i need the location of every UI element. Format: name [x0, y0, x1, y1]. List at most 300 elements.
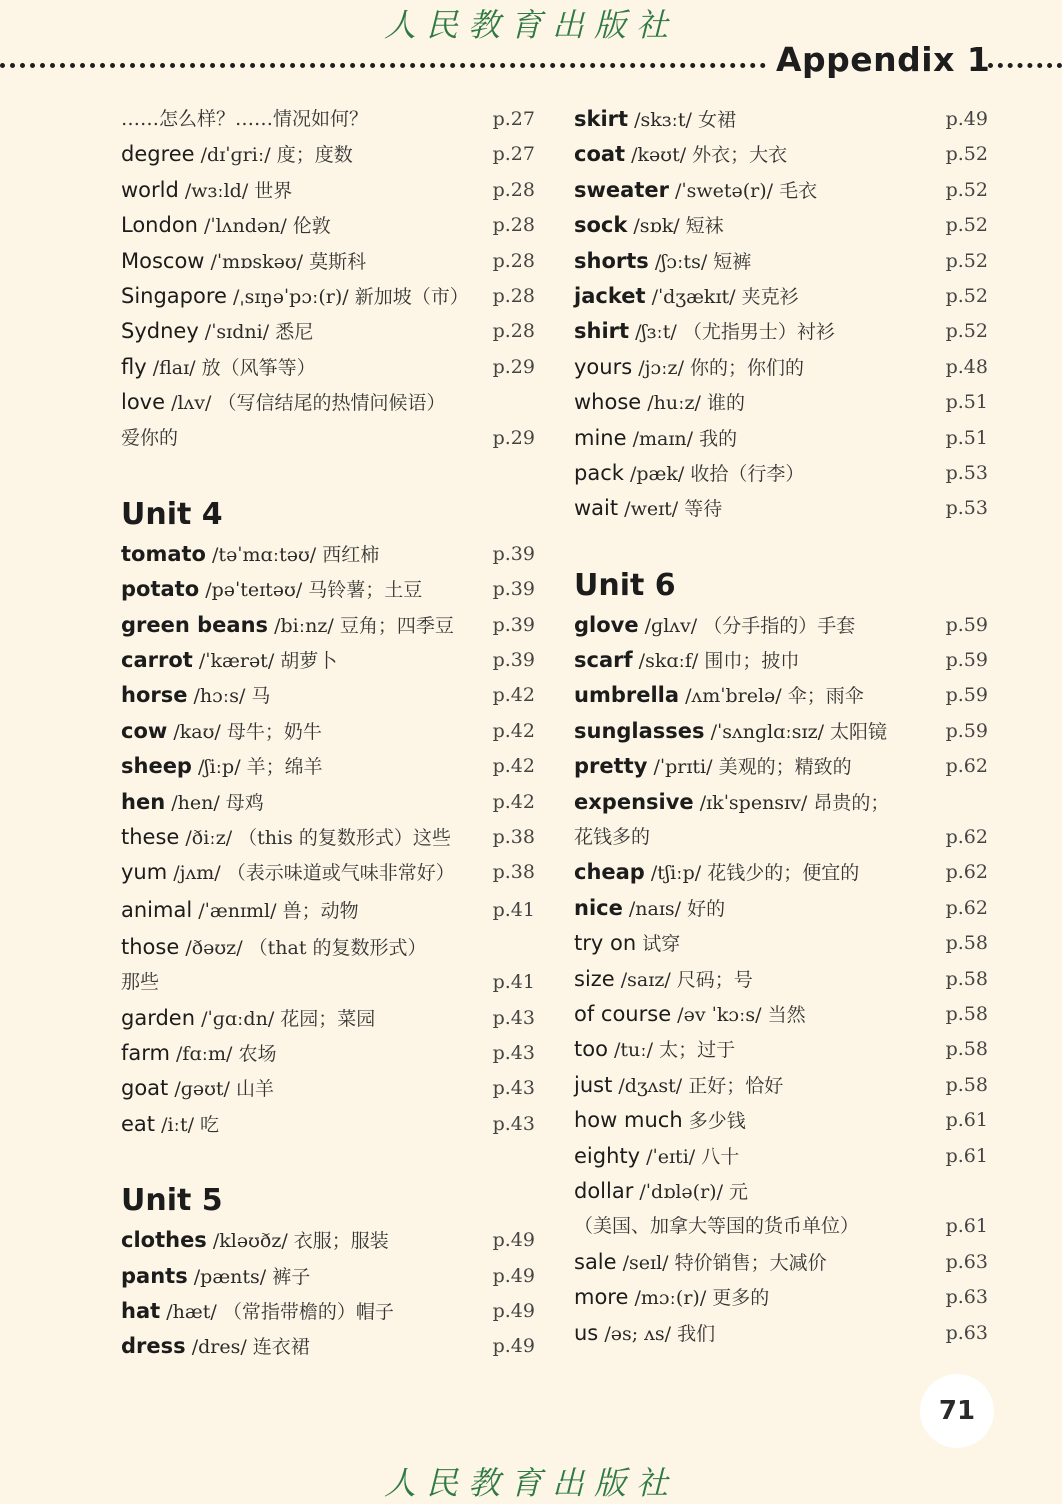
entry-page-ref: p.52	[945, 143, 988, 166]
entry-page-ref: p.29	[492, 355, 535, 378]
entry-meaning: 花钱多的	[574, 826, 651, 849]
entry-pronunciation: /ˈmɒskəʊ/	[210, 250, 304, 273]
entry-pronunciation: /mɔː(r)/	[634, 1287, 707, 1310]
vocabulary-entry	[574, 608, 988, 643]
entry-pronunciation: /ˈænɪml/	[198, 899, 277, 922]
vocabulary-entry	[121, 749, 535, 784]
entry-text	[574, 891, 725, 927]
entry-text	[121, 930, 427, 966]
publisher-logo-top: 人民教育出版社	[383, 6, 678, 44]
entry-page-ref: p.58	[945, 1002, 988, 1025]
entry-page-ref: p.43	[492, 1006, 535, 1029]
entry-word: yours	[574, 354, 633, 379]
entry-word: scarf	[574, 648, 633, 673]
entry-word: degree	[121, 142, 195, 167]
entry-text	[574, 1209, 859, 1244]
vocabulary-entry	[121, 208, 535, 243]
entry-word: more	[574, 1285, 629, 1310]
entry-pronunciation: /ʌmˈbrelə/	[685, 685, 782, 708]
vocabulary-entry	[121, 1294, 535, 1329]
entry-meaning: ……怎么样？……情况如何？	[121, 108, 369, 130]
entry-word: us	[574, 1320, 599, 1345]
entry-meaning: （that 的复数形式）	[248, 936, 427, 959]
entry-word: world	[121, 177, 179, 202]
entry-page-ref: p.58	[945, 1038, 988, 1061]
entry-text	[121, 965, 159, 1000]
entry-pronunciation: /pæk/	[629, 462, 685, 485]
entry-page-ref: p.39	[492, 542, 535, 565]
vocabulary-entry	[121, 678, 535, 713]
entry-pronunciation: /tʃiːp/	[650, 862, 702, 885]
entry-page-ref: p.52	[945, 178, 988, 201]
entry-pronunciation: /əs; ʌs/	[604, 1322, 672, 1345]
vocabulary-entry	[574, 456, 988, 491]
unit-heading: Unit 6	[574, 567, 676, 603]
entry-meaning: 伞；雨伞	[787, 685, 864, 708]
entry-meaning: 吃	[200, 1113, 220, 1136]
entry-page-ref: p.62	[945, 896, 988, 919]
entry-meaning: 胡萝卜	[280, 650, 338, 673]
entry-page-ref: p.62	[945, 826, 988, 849]
entry-text	[574, 208, 724, 244]
entry-word: clothes	[121, 1228, 207, 1253]
entry-meaning: 毛衣	[779, 179, 818, 202]
entry-pronunciation: /hen/	[171, 791, 220, 814]
entry-word: glove	[574, 612, 639, 637]
entry-text	[121, 314, 313, 350]
entry-text	[574, 1032, 735, 1068]
entry-page-ref: p.63	[945, 1286, 988, 1309]
entry-page-ref: p.43	[492, 1041, 535, 1064]
entry-page-ref: p.38	[492, 826, 535, 849]
entry-pronunciation: /ɡəʊt/	[174, 1078, 230, 1101]
entry-pronunciation: /ˌsɪŋəˈpɔː(r)/	[233, 285, 349, 308]
entry-text	[574, 456, 804, 492]
entry-meaning: 度；度数	[276, 144, 353, 167]
entry-meaning: （表示味道或气味非常好）	[226, 862, 455, 885]
entry-word: potato	[121, 577, 200, 602]
entry-meaning: （美国、加拿大等国的货币单位）	[574, 1215, 860, 1238]
entry-text	[121, 279, 469, 315]
vocabulary-entry	[121, 1036, 535, 1071]
vocabulary-entry	[574, 173, 988, 208]
entry-text	[574, 279, 799, 315]
entry-text	[574, 350, 804, 386]
entry-word: horse	[121, 683, 188, 708]
entry-meaning: 太；过于	[659, 1039, 736, 1062]
entry-text	[574, 244, 751, 280]
entry-text	[574, 643, 799, 679]
entry-text	[121, 643, 337, 679]
entry-word: shorts	[574, 248, 649, 273]
entry-meaning: 短袜	[685, 215, 724, 238]
entry-word: carrot	[121, 648, 193, 673]
entry-word: shirt	[574, 319, 630, 344]
entry-pronunciation: /əv ˈkɔːs/	[677, 1003, 762, 1026]
entry-meaning: 正好；恰好	[688, 1074, 784, 1097]
entry-page-ref: p.53	[945, 461, 988, 484]
entry-pronunciation: /ðəʊz/	[185, 936, 243, 959]
entry-page-ref: p.27	[492, 143, 535, 166]
dotted-divider-right	[988, 63, 1062, 68]
vocabulary-entry	[574, 385, 988, 420]
entry-text	[574, 1245, 827, 1281]
vocabulary-entry	[121, 930, 535, 965]
entry-text	[574, 421, 737, 457]
entry-meaning: 尺码；号	[676, 968, 753, 991]
vocabulary-entry	[574, 1139, 988, 1174]
section-spacer	[121, 1142, 535, 1178]
entry-meaning: 豆角；四季豆	[339, 614, 454, 637]
entry-meaning: （尤指男士）衬衫	[682, 321, 835, 344]
entry-word: try on	[574, 931, 637, 956]
entry-meaning: 我的	[699, 427, 738, 450]
entry-page-ref: p.42	[492, 755, 535, 778]
entry-page-ref: p.63	[945, 1250, 988, 1273]
vocabulary-entry	[121, 785, 535, 820]
vocabulary-entry	[574, 1316, 988, 1351]
entry-page-ref: p.42	[492, 790, 535, 813]
appendix-title: Appendix 1	[776, 40, 991, 79]
entry-text	[121, 678, 270, 714]
entry-page-ref: p.49	[945, 108, 988, 130]
entry-word: sweater	[574, 177, 669, 202]
entry-meaning: 围巾；披巾	[704, 650, 800, 673]
entry-page-ref: p.28	[492, 320, 535, 343]
entry-text	[574, 820, 650, 855]
entry-word: fly	[121, 354, 147, 379]
entry-pronunciation: /kləʊðz/	[212, 1230, 288, 1253]
entry-meaning: 衣服；服装	[293, 1230, 389, 1253]
vocabulary-entry	[574, 1032, 988, 1067]
vocabulary-entry	[121, 1107, 535, 1142]
entry-pronunciation: /ˈprɪti/	[653, 756, 713, 779]
entry-page-ref: p.28	[492, 178, 535, 201]
vocabulary-entry	[574, 137, 988, 172]
entry-pronunciation: /dʒʌst/	[618, 1074, 683, 1097]
vocabulary-entry	[574, 749, 988, 784]
entry-word: Singapore	[121, 283, 227, 308]
vocabulary-entry	[121, 1223, 535, 1258]
entry-page-ref: p.53	[945, 497, 988, 520]
publisher-logo-bottom: 人民教育出版社	[383, 1464, 678, 1502]
entry-word: pack	[574, 460, 624, 485]
entry-text	[574, 1280, 769, 1316]
vocabulary-column-right	[574, 102, 988, 1351]
vocabulary-entry	[574, 314, 988, 349]
entry-word: hat	[121, 1298, 161, 1323]
entry-text	[574, 926, 680, 962]
entry-text	[121, 785, 264, 821]
entry-text	[574, 137, 787, 173]
entry-meaning: 莫斯科	[309, 250, 367, 273]
entry-text	[574, 385, 745, 421]
section-spacer	[121, 456, 535, 492]
entry-text	[574, 102, 736, 138]
entry-meaning: 放（风筝等）	[201, 356, 316, 379]
entry-text	[574, 962, 753, 998]
entry-meaning: 山羊	[236, 1078, 275, 1101]
entry-meaning: 等待	[684, 498, 723, 521]
entry-meaning: 外衣；大衣	[692, 144, 788, 167]
entry-text	[574, 855, 859, 891]
vocabulary-entry	[121, 608, 535, 643]
entry-text	[574, 608, 855, 644]
entry-text	[574, 314, 835, 350]
entry-pronunciation: /sɒk/	[633, 215, 680, 238]
entry-pronunciation: /ˈeɪti/	[646, 1145, 696, 1168]
vocabulary-entry	[574, 208, 988, 243]
section-spacer	[574, 527, 988, 563]
entry-page-ref: p.42	[492, 684, 535, 707]
entry-meaning: 马	[251, 685, 271, 708]
entry-meaning: 你的；你们的	[690, 356, 805, 379]
entry-page-ref: p.58	[945, 967, 988, 990]
entry-word: expensive	[574, 789, 694, 814]
entry-page-ref: p.27	[492, 108, 535, 130]
entry-text	[121, 385, 446, 421]
entry-meaning: （this 的复数形式）这些	[238, 827, 451, 850]
entry-meaning: 西红柿	[322, 543, 380, 566]
entry-word: how much	[574, 1108, 683, 1133]
entry-word: too	[574, 1037, 608, 1062]
entry-page-ref: p.28	[492, 214, 535, 237]
entry-pronunciation: /maɪn/	[632, 427, 694, 450]
vocabulary-entry	[121, 173, 535, 208]
entry-text	[121, 244, 366, 280]
entry-meaning: 悉尼	[275, 321, 314, 344]
entry-pronunciation: /huːz/	[647, 392, 701, 415]
entry-page-ref: p.41	[492, 898, 535, 921]
entry-meaning: 爱你的	[121, 426, 179, 449]
entry-text	[121, 820, 451, 856]
entry-page-ref: p.28	[492, 284, 535, 307]
entry-meaning: （常指带檐的）帽子	[222, 1300, 394, 1323]
entry-word: just	[574, 1072, 613, 1097]
vocabulary-entry	[574, 926, 988, 961]
entry-pronunciation: /ɪkˈspensɪv/	[699, 791, 808, 814]
entry-pronunciation: /naɪs/	[628, 897, 682, 920]
entry-page-ref: p.52	[945, 284, 988, 307]
entry-pronunciation: /ˈdʒækɪt/	[651, 285, 736, 308]
entry-text	[121, 572, 422, 608]
entry-pronunciation: /jʌm/	[173, 862, 221, 885]
entry-word: pants	[121, 1263, 188, 1288]
entry-meaning: 马铃薯；土豆	[308, 579, 423, 602]
entry-pronunciation: /ˈdɒlə(r)/	[639, 1180, 723, 1203]
entry-word: animal	[121, 897, 193, 922]
entry-word: eighty	[574, 1143, 641, 1168]
entry-pronunciation: /hɔːs/	[193, 685, 246, 708]
vocabulary-entry	[121, 279, 535, 314]
entry-pronunciation: /ɡlʌv/	[644, 614, 698, 637]
entry-pronunciation: /tuː/	[613, 1039, 654, 1062]
vocabulary-entry	[121, 102, 535, 137]
entry-pronunciation: /ʃɔːts/	[654, 250, 708, 273]
entry-meaning: 伦敦	[292, 215, 331, 238]
entry-pronunciation: /seɪl/	[622, 1251, 669, 1274]
entry-meaning: 试穿	[642, 933, 681, 956]
entry-page-ref: p.49	[492, 1299, 535, 1322]
entry-page-ref: p.61	[945, 1144, 988, 1167]
entry-page-ref: p.62	[945, 861, 988, 884]
entry-text	[121, 855, 455, 891]
entry-text	[121, 173, 292, 209]
entry-word: tomato	[121, 541, 206, 566]
entry-text	[574, 491, 722, 527]
vocabulary-entry	[121, 1001, 535, 1036]
entry-pronunciation: /fɑːm/	[176, 1042, 233, 1065]
vocabulary-entry	[574, 279, 988, 314]
entry-pronunciation: /jɔːz/	[638, 356, 684, 379]
entry-meaning: 昂贵的；	[813, 791, 890, 814]
vocabulary-entry	[121, 643, 535, 678]
entry-text	[121, 1107, 219, 1143]
entry-text	[121, 1294, 394, 1330]
entry-text	[121, 208, 331, 244]
vocabulary-entry	[574, 1068, 988, 1103]
entry-page-ref: p.42	[492, 719, 535, 742]
entry-pronunciation: /wɜːld/	[184, 179, 249, 202]
entry-page-ref: p.29	[492, 426, 535, 449]
entry-word: yum	[121, 860, 168, 885]
entry-pronunciation: /skɑːf/	[638, 650, 699, 673]
entry-meaning: 好的	[687, 897, 726, 920]
entry-word: mine	[574, 425, 627, 450]
entry-pronunciation: /skɜːt/	[634, 109, 692, 131]
vocabulary-entry	[574, 1103, 988, 1138]
entry-pronunciation: /pænts/	[193, 1265, 267, 1288]
entry-meaning: 特价销售；大减价	[674, 1251, 827, 1274]
entry-word: cheap	[574, 860, 645, 885]
vocabulary-entry	[121, 1071, 535, 1106]
entry-meaning: 夹克衫	[741, 285, 799, 308]
entry-text	[574, 785, 889, 821]
vocabulary-entry	[121, 855, 535, 890]
entry-word: of course	[574, 1001, 672, 1026]
page-number-badge	[920, 1374, 994, 1448]
entry-page-ref: p.41	[492, 971, 535, 994]
entry-pronunciation: /hæt/	[166, 1300, 217, 1323]
entry-pronunciation: /weɪt/	[624, 498, 679, 521]
entry-meaning: 元	[729, 1180, 749, 1203]
vocabulary-entry	[121, 891, 535, 930]
vocabulary-entry	[574, 491, 988, 526]
entry-word: Sydney	[121, 319, 199, 344]
entry-meaning: 那些	[121, 971, 160, 994]
entry-page-ref: p.59	[945, 649, 988, 672]
vocabulary-entry	[574, 1209, 988, 1244]
entry-pronunciation: /ʃiːp/	[198, 756, 241, 779]
vocabulary-entry	[121, 965, 535, 1000]
entry-pronunciation: /ˈswetə(r)/	[675, 179, 774, 202]
entry-page-ref: p.43	[492, 1077, 535, 1100]
entry-word: London	[121, 213, 198, 238]
entry-meaning: 花钱少的；便宜的	[707, 862, 860, 885]
entry-word: sheep	[121, 754, 192, 779]
entry-page-ref: p.52	[945, 249, 988, 272]
entry-pronunciation: /iːt/	[161, 1113, 194, 1136]
entry-meaning: 谁的	[707, 392, 746, 415]
entry-pronunciation: /dres/	[191, 1336, 247, 1359]
entry-text	[121, 1001, 375, 1037]
entry-text	[121, 1036, 277, 1072]
entry-pronunciation: /kəʊt/	[631, 144, 687, 167]
entry-meaning: 太阳镜	[830, 720, 888, 743]
entry-pronunciation: /kaʊ/	[173, 720, 221, 743]
entry-text	[574, 997, 806, 1033]
entry-word: sock	[574, 213, 628, 238]
vocabulary-entry	[121, 350, 535, 385]
entry-meaning: 新加坡（市）	[354, 285, 469, 308]
entry-word: sunglasses	[574, 718, 705, 743]
entry-text	[574, 714, 887, 750]
entry-meaning: （分手指的）手套	[703, 614, 856, 637]
entry-text	[121, 137, 353, 173]
vocabulary-entry	[121, 820, 535, 855]
entry-page-ref: p.63	[945, 1321, 988, 1344]
entry-text	[574, 678, 864, 714]
entry-text	[574, 1174, 748, 1210]
entry-word: those	[121, 934, 180, 959]
entry-text	[121, 608, 454, 644]
entry-word: dollar	[574, 1178, 634, 1203]
entry-pronunciation: /pəˈteɪtəʊ/	[205, 579, 303, 602]
vocabulary-entry	[574, 350, 988, 385]
vocabulary-entry	[121, 537, 535, 572]
entry-text	[574, 1139, 739, 1175]
entry-page-ref: p.49	[492, 1264, 535, 1287]
entry-meaning: 当然	[767, 1003, 806, 1026]
entry-meaning: 羊；绵羊	[246, 756, 323, 779]
entry-pronunciation: /təˈmɑːtəʊ/	[212, 543, 317, 566]
entry-page-ref: p.61	[945, 1215, 988, 1238]
entry-pronunciation: /biːnz/	[274, 614, 334, 637]
entry-pronunciation: /ˈlʌndən/	[204, 215, 287, 238]
entry-page-ref: p.51	[945, 426, 988, 449]
entry-text	[121, 1071, 274, 1107]
entry-meaning: 美观的；精致的	[718, 756, 852, 779]
page-number: 71	[938, 1396, 976, 1426]
entry-page-ref: p.39	[492, 578, 535, 601]
entry-page-ref: p.51	[945, 391, 988, 414]
entry-page-ref: p.28	[492, 249, 535, 272]
entry-meaning: 女裙	[697, 109, 736, 131]
entry-pronunciation: /lʌv/	[171, 392, 212, 415]
entry-word: goat	[121, 1076, 169, 1101]
entry-meaning: 裤子	[272, 1265, 311, 1288]
entry-word: sale	[574, 1249, 617, 1274]
vocabulary-entry	[574, 1174, 988, 1209]
entry-pronunciation: /ˈsɪdni/	[204, 321, 270, 344]
entry-word: jacket	[574, 283, 646, 308]
entry-meaning: 农场	[238, 1042, 277, 1065]
vocabulary-entry	[574, 421, 988, 456]
entry-word: cow	[121, 718, 168, 743]
vocabulary-entry	[574, 891, 988, 926]
entry-pronunciation: /saɪz/	[620, 968, 671, 991]
entry-text	[121, 350, 316, 386]
entry-word: nice	[574, 895, 623, 920]
vocabulary-entry	[574, 1280, 988, 1315]
dotted-divider-left	[0, 63, 766, 68]
vocabulary-entry	[121, 1329, 535, 1364]
vocabulary-entry	[121, 714, 535, 749]
entry-page-ref: p.58	[945, 1073, 988, 1096]
vocabulary-entry	[574, 785, 988, 820]
entry-page-ref: p.58	[945, 932, 988, 955]
entry-word: Moscow	[121, 248, 205, 273]
